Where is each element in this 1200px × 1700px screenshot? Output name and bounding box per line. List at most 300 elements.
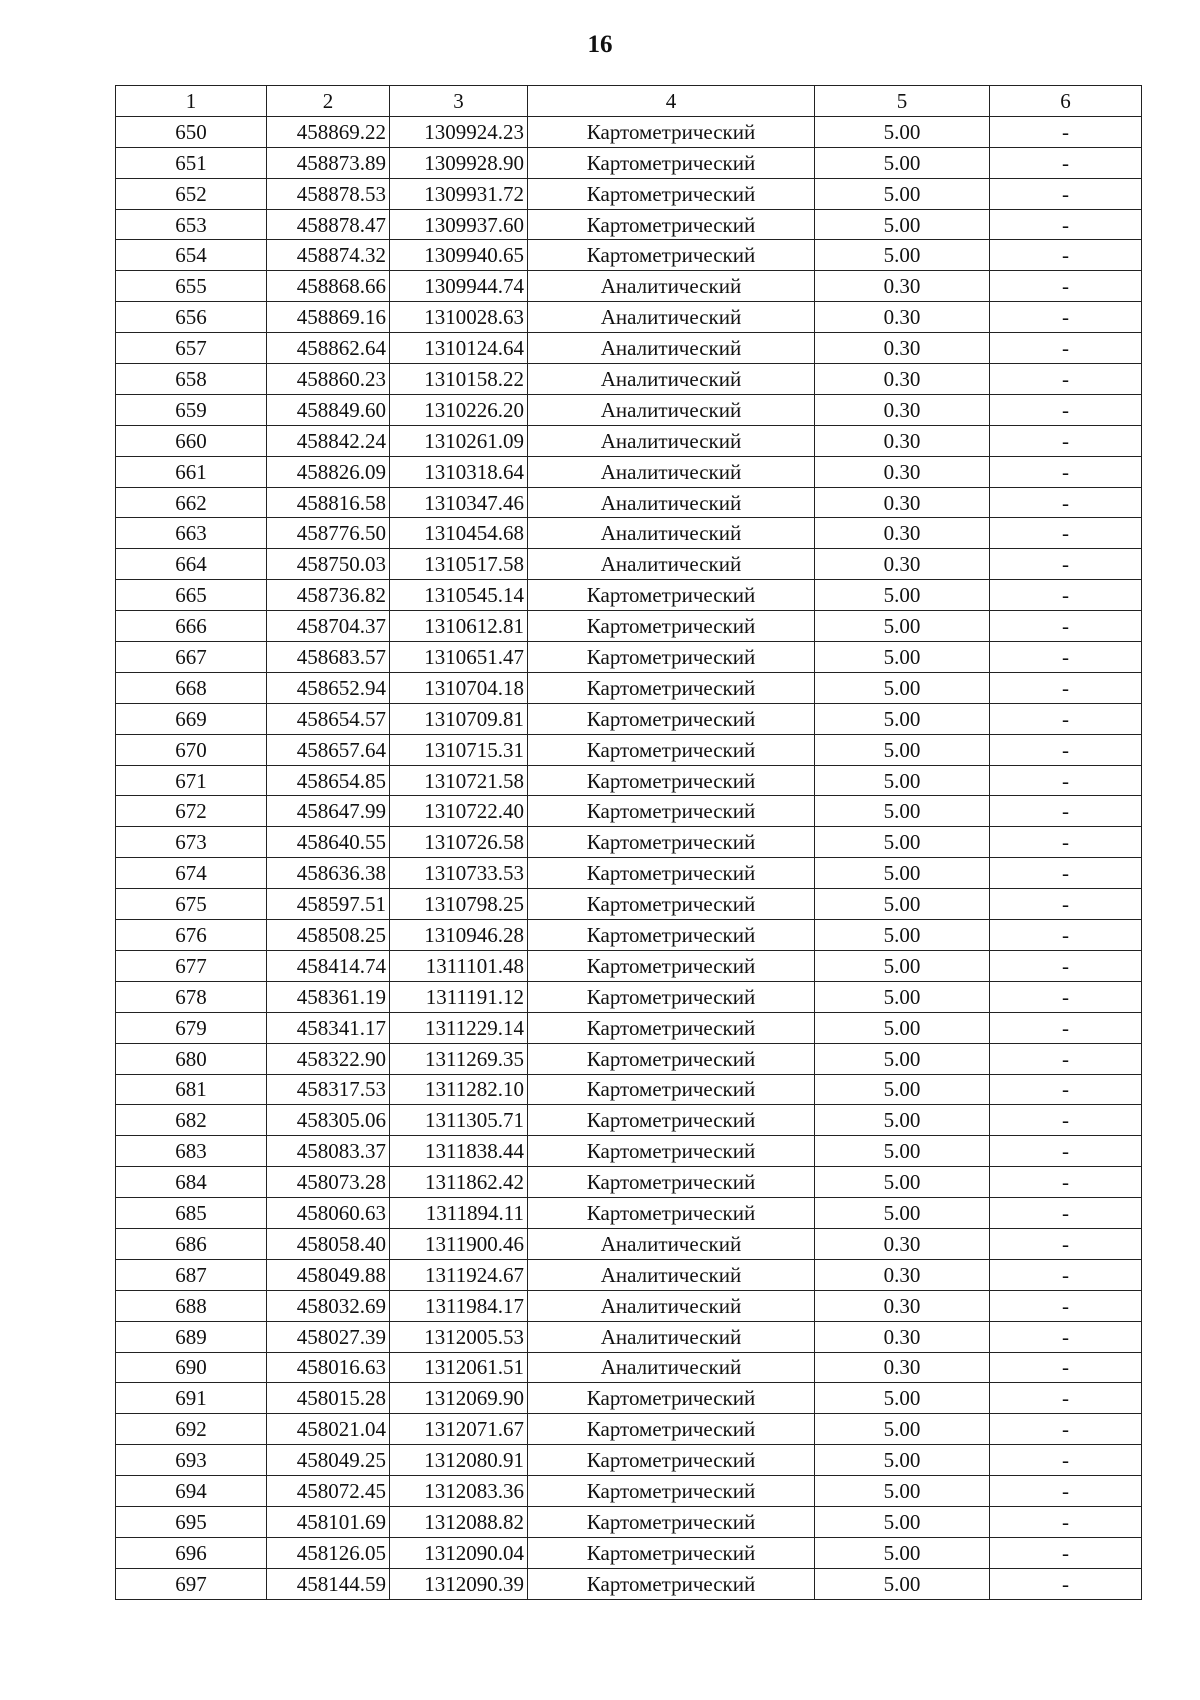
x-coordinate-cell: 458704.37	[267, 611, 390, 642]
note-cell: -	[990, 333, 1142, 364]
note-cell: -	[990, 642, 1142, 673]
x-coordinate-cell: 458305.06	[267, 1105, 390, 1136]
y-coordinate-cell: 1311924.67	[390, 1259, 528, 1290]
method-cell: Картометрический	[528, 1012, 815, 1043]
method-cell: Картометрический	[528, 611, 815, 642]
table-row	[116, 889, 1142, 920]
point-number-cell: 688	[116, 1290, 267, 1321]
table-row	[116, 580, 1142, 611]
x-coordinate-cell: 458849.60	[267, 394, 390, 425]
table-row	[116, 1043, 1142, 1074]
table-row	[116, 1259, 1142, 1290]
accuracy-cell: 0.30	[815, 333, 990, 364]
accuracy-cell: 5.00	[815, 240, 990, 271]
note-cell: -	[990, 549, 1142, 580]
accuracy-cell: 0.30	[815, 1352, 990, 1383]
accuracy-cell: 5.00	[815, 889, 990, 920]
point-number-cell: 664	[116, 549, 267, 580]
x-coordinate-cell: 458869.16	[267, 302, 390, 333]
x-coordinate-cell: 458842.24	[267, 425, 390, 456]
note-cell: -	[990, 981, 1142, 1012]
accuracy-cell: 5.00	[815, 1198, 990, 1229]
x-coordinate-cell: 458073.28	[267, 1167, 390, 1198]
method-cell: Картометрический	[528, 950, 815, 981]
table-row	[116, 1228, 1142, 1259]
y-coordinate-cell: 1310028.63	[390, 302, 528, 333]
header-col-3: 3	[390, 86, 528, 117]
y-coordinate-cell: 1310226.20	[390, 394, 528, 425]
accuracy-cell: 5.00	[815, 827, 990, 858]
point-number-cell: 654	[116, 240, 267, 271]
y-coordinate-cell: 1310709.81	[390, 703, 528, 734]
note-cell: -	[990, 116, 1142, 147]
method-cell: Картометрический	[528, 1476, 815, 1507]
method-cell: Картометрический	[528, 1043, 815, 1074]
point-number-cell: 650	[116, 116, 267, 147]
table-row	[116, 1321, 1142, 1352]
point-number-cell: 661	[116, 456, 267, 487]
note-cell: -	[990, 1136, 1142, 1167]
y-coordinate-cell: 1310158.22	[390, 364, 528, 395]
method-cell: Аналитический	[528, 364, 815, 395]
table-row	[116, 827, 1142, 858]
table-row	[116, 734, 1142, 765]
x-coordinate-cell: 458869.22	[267, 116, 390, 147]
method-cell: Аналитический	[528, 1321, 815, 1352]
x-coordinate-cell: 458868.66	[267, 271, 390, 302]
point-number-cell: 673	[116, 827, 267, 858]
y-coordinate-cell: 1310722.40	[390, 796, 528, 827]
method-cell: Аналитический	[528, 333, 815, 364]
method-cell: Аналитический	[528, 394, 815, 425]
method-cell: Картометрический	[528, 1105, 815, 1136]
x-coordinate-cell: 458652.94	[267, 672, 390, 703]
accuracy-cell: 5.00	[815, 116, 990, 147]
table-row	[116, 271, 1142, 302]
x-coordinate-cell: 458317.53	[267, 1074, 390, 1105]
point-number-cell: 666	[116, 611, 267, 642]
table-row	[116, 364, 1142, 395]
accuracy-cell: 5.00	[815, 1167, 990, 1198]
note-cell: -	[990, 487, 1142, 518]
accuracy-cell: 5.00	[815, 1445, 990, 1476]
method-cell: Картометрический	[528, 1506, 815, 1537]
accuracy-cell: 5.00	[815, 642, 990, 673]
point-number-cell: 677	[116, 950, 267, 981]
point-number-cell: 656	[116, 302, 267, 333]
accuracy-cell: 5.00	[815, 1476, 990, 1507]
method-cell: Картометрический	[528, 1167, 815, 1198]
point-number-cell: 694	[116, 1476, 267, 1507]
accuracy-cell: 5.00	[815, 147, 990, 178]
method-cell: Картометрический	[528, 734, 815, 765]
accuracy-cell: 5.00	[815, 178, 990, 209]
accuracy-cell: 5.00	[815, 209, 990, 240]
y-coordinate-cell: 1310517.58	[390, 549, 528, 580]
point-number-cell: 658	[116, 364, 267, 395]
note-cell: -	[990, 920, 1142, 951]
method-cell: Аналитический	[528, 518, 815, 549]
table-row	[116, 1136, 1142, 1167]
x-coordinate-cell: 458144.59	[267, 1568, 390, 1599]
table-row	[116, 487, 1142, 518]
table-row	[116, 147, 1142, 178]
x-coordinate-cell: 458032.69	[267, 1290, 390, 1321]
y-coordinate-cell: 1311101.48	[390, 950, 528, 981]
y-coordinate-cell: 1312061.51	[390, 1352, 528, 1383]
method-cell: Картометрический	[528, 796, 815, 827]
y-coordinate-cell: 1310946.28	[390, 920, 528, 951]
table-row	[116, 333, 1142, 364]
table-row	[116, 302, 1142, 333]
x-coordinate-cell: 458776.50	[267, 518, 390, 549]
x-coordinate-cell: 458750.03	[267, 549, 390, 580]
method-cell: Картометрический	[528, 1198, 815, 1229]
y-coordinate-cell: 1310261.09	[390, 425, 528, 456]
x-coordinate-cell: 458878.47	[267, 209, 390, 240]
table-body	[116, 116, 1142, 1599]
accuracy-cell: 0.30	[815, 394, 990, 425]
point-number-cell: 667	[116, 642, 267, 673]
note-cell: -	[990, 425, 1142, 456]
method-cell: Картометрический	[528, 116, 815, 147]
note-cell: -	[990, 889, 1142, 920]
point-number-cell: 681	[116, 1074, 267, 1105]
y-coordinate-cell: 1312088.82	[390, 1506, 528, 1537]
x-coordinate-cell: 458083.37	[267, 1136, 390, 1167]
y-coordinate-cell: 1311229.14	[390, 1012, 528, 1043]
method-cell: Картометрический	[528, 827, 815, 858]
method-cell: Картометрический	[528, 1537, 815, 1568]
note-cell: -	[990, 1383, 1142, 1414]
accuracy-cell: 5.00	[815, 950, 990, 981]
y-coordinate-cell: 1310318.64	[390, 456, 528, 487]
y-coordinate-cell: 1311305.71	[390, 1105, 528, 1136]
point-number-cell: 660	[116, 425, 267, 456]
accuracy-cell: 5.00	[815, 981, 990, 1012]
table-row	[116, 765, 1142, 796]
point-number-cell: 662	[116, 487, 267, 518]
point-number-cell: 684	[116, 1167, 267, 1198]
accuracy-cell: 5.00	[815, 1414, 990, 1445]
method-cell: Картометрический	[528, 703, 815, 734]
note-cell: -	[990, 1537, 1142, 1568]
method-cell: Картометрический	[528, 240, 815, 271]
accuracy-cell: 0.30	[815, 487, 990, 518]
x-coordinate-cell: 458736.82	[267, 580, 390, 611]
y-coordinate-cell: 1310347.46	[390, 487, 528, 518]
table-row	[116, 1105, 1142, 1136]
accuracy-cell: 5.00	[815, 580, 990, 611]
note-cell: -	[990, 364, 1142, 395]
x-coordinate-cell: 458414.74	[267, 950, 390, 981]
y-coordinate-cell: 1310545.14	[390, 580, 528, 611]
note-cell: -	[990, 858, 1142, 889]
note-cell: -	[990, 209, 1142, 240]
y-coordinate-cell: 1312005.53	[390, 1321, 528, 1352]
x-coordinate-cell: 458126.05	[267, 1537, 390, 1568]
note-cell: -	[990, 611, 1142, 642]
accuracy-cell: 5.00	[815, 796, 990, 827]
coordinates-table	[115, 85, 1142, 1600]
y-coordinate-cell: 1310798.25	[390, 889, 528, 920]
method-cell: Аналитический	[528, 1352, 815, 1383]
x-coordinate-cell: 458636.38	[267, 858, 390, 889]
y-coordinate-cell: 1312090.04	[390, 1537, 528, 1568]
table-row	[116, 1012, 1142, 1043]
method-cell: Картометрический	[528, 1074, 815, 1105]
table-row	[116, 1383, 1142, 1414]
table-row	[116, 1568, 1142, 1599]
point-number-cell: 657	[116, 333, 267, 364]
point-number-cell: 689	[116, 1321, 267, 1352]
note-cell: -	[990, 827, 1142, 858]
point-number-cell: 675	[116, 889, 267, 920]
accuracy-cell: 5.00	[815, 1537, 990, 1568]
point-number-cell: 687	[116, 1259, 267, 1290]
x-coordinate-cell: 458826.09	[267, 456, 390, 487]
method-cell: Аналитический	[528, 549, 815, 580]
y-coordinate-cell: 1312071.67	[390, 1414, 528, 1445]
y-coordinate-cell: 1311269.35	[390, 1043, 528, 1074]
table-row	[116, 1290, 1142, 1321]
table-row	[116, 518, 1142, 549]
table-row	[116, 178, 1142, 209]
note-cell: -	[990, 734, 1142, 765]
x-coordinate-cell: 458072.45	[267, 1476, 390, 1507]
table-row	[116, 796, 1142, 827]
point-number-cell: 686	[116, 1228, 267, 1259]
note-cell: -	[990, 1445, 1142, 1476]
method-cell: Аналитический	[528, 456, 815, 487]
x-coordinate-cell: 458058.40	[267, 1228, 390, 1259]
accuracy-cell: 5.00	[815, 765, 990, 796]
table-row	[116, 950, 1142, 981]
table-row	[116, 425, 1142, 456]
accuracy-cell: 5.00	[815, 858, 990, 889]
y-coordinate-cell: 1310715.31	[390, 734, 528, 765]
method-cell: Картометрический	[528, 1568, 815, 1599]
note-cell: -	[990, 456, 1142, 487]
x-coordinate-cell: 458015.28	[267, 1383, 390, 1414]
accuracy-cell: 0.30	[815, 1228, 990, 1259]
x-coordinate-cell: 458027.39	[267, 1321, 390, 1352]
method-cell: Аналитический	[528, 271, 815, 302]
header-col-1: 1	[116, 86, 267, 117]
y-coordinate-cell: 1311282.10	[390, 1074, 528, 1105]
point-number-cell: 679	[116, 1012, 267, 1043]
accuracy-cell: 5.00	[815, 703, 990, 734]
x-coordinate-cell: 458640.55	[267, 827, 390, 858]
method-cell: Картометрический	[528, 1383, 815, 1414]
x-coordinate-cell: 458878.53	[267, 178, 390, 209]
note-cell: -	[990, 1105, 1142, 1136]
x-coordinate-cell: 458654.57	[267, 703, 390, 734]
table-row	[116, 1352, 1142, 1383]
x-coordinate-cell: 458060.63	[267, 1198, 390, 1229]
table-row	[116, 1476, 1142, 1507]
accuracy-cell: 5.00	[815, 1043, 990, 1074]
accuracy-cell: 5.00	[815, 1012, 990, 1043]
point-number-cell: 678	[116, 981, 267, 1012]
point-number-cell: 653	[116, 209, 267, 240]
x-coordinate-cell: 458341.17	[267, 1012, 390, 1043]
note-cell: -	[990, 1228, 1142, 1259]
y-coordinate-cell: 1309940.65	[390, 240, 528, 271]
y-coordinate-cell: 1310124.64	[390, 333, 528, 364]
table-row	[116, 1537, 1142, 1568]
table-row	[116, 1198, 1142, 1229]
note-cell: -	[990, 765, 1142, 796]
y-coordinate-cell: 1310651.47	[390, 642, 528, 673]
accuracy-cell: 5.00	[815, 1105, 990, 1136]
y-coordinate-cell: 1310721.58	[390, 765, 528, 796]
table-row	[116, 209, 1142, 240]
method-cell: Картометрический	[528, 1136, 815, 1167]
point-number-cell: 669	[116, 703, 267, 734]
point-number-cell: 683	[116, 1136, 267, 1167]
point-number-cell: 652	[116, 178, 267, 209]
note-cell: -	[990, 672, 1142, 703]
note-cell: -	[990, 1074, 1142, 1105]
y-coordinate-cell: 1311838.44	[390, 1136, 528, 1167]
method-cell: Картометрический	[528, 981, 815, 1012]
method-cell: Аналитический	[528, 1228, 815, 1259]
accuracy-cell: 0.30	[815, 456, 990, 487]
method-cell: Картометрический	[528, 642, 815, 673]
x-coordinate-cell: 458874.32	[267, 240, 390, 271]
x-coordinate-cell: 458322.90	[267, 1043, 390, 1074]
x-coordinate-cell: 458657.64	[267, 734, 390, 765]
method-cell: Картометрический	[528, 858, 815, 889]
table-row	[116, 549, 1142, 580]
note-cell: -	[990, 240, 1142, 271]
method-cell: Картометрический	[528, 920, 815, 951]
y-coordinate-cell: 1310704.18	[390, 672, 528, 703]
method-cell: Картометрический	[528, 209, 815, 240]
point-number-cell: 691	[116, 1383, 267, 1414]
x-coordinate-cell: 458873.89	[267, 147, 390, 178]
note-cell: -	[990, 302, 1142, 333]
table-row	[116, 1414, 1142, 1445]
table-row	[116, 858, 1142, 889]
accuracy-cell: 0.30	[815, 1321, 990, 1352]
point-number-cell: 696	[116, 1537, 267, 1568]
point-number-cell: 659	[116, 394, 267, 425]
header-col-2: 2	[267, 86, 390, 117]
method-cell: Аналитический	[528, 1259, 815, 1290]
x-coordinate-cell: 458049.25	[267, 1445, 390, 1476]
point-number-cell: 690	[116, 1352, 267, 1383]
x-coordinate-cell: 458597.51	[267, 889, 390, 920]
point-number-cell: 695	[116, 1506, 267, 1537]
table-row	[116, 611, 1142, 642]
method-cell: Картометрический	[528, 147, 815, 178]
accuracy-cell: 5.00	[815, 1506, 990, 1537]
y-coordinate-cell: 1310612.81	[390, 611, 528, 642]
note-cell: -	[990, 1012, 1142, 1043]
accuracy-cell: 0.30	[815, 302, 990, 333]
table-row	[116, 703, 1142, 734]
note-cell: -	[990, 271, 1142, 302]
accuracy-cell: 0.30	[815, 549, 990, 580]
table-row	[116, 672, 1142, 703]
point-number-cell: 655	[116, 271, 267, 302]
accuracy-cell: 5.00	[815, 1074, 990, 1105]
table-row	[116, 1074, 1142, 1105]
y-coordinate-cell: 1311862.42	[390, 1167, 528, 1198]
y-coordinate-cell: 1309928.90	[390, 147, 528, 178]
x-coordinate-cell: 458816.58	[267, 487, 390, 518]
method-cell: Аналитический	[528, 487, 815, 518]
accuracy-cell: 5.00	[815, 1383, 990, 1414]
y-coordinate-cell: 1312083.36	[390, 1476, 528, 1507]
header-col-4: 4	[528, 86, 815, 117]
table-row	[116, 981, 1142, 1012]
accuracy-cell: 0.30	[815, 364, 990, 395]
note-cell: -	[990, 1321, 1142, 1352]
note-cell: -	[990, 1352, 1142, 1383]
note-cell: -	[990, 1259, 1142, 1290]
y-coordinate-cell: 1310726.58	[390, 827, 528, 858]
x-coordinate-cell: 458683.57	[267, 642, 390, 673]
note-cell: -	[990, 1414, 1142, 1445]
y-coordinate-cell: 1312080.91	[390, 1445, 528, 1476]
method-cell: Картометрический	[528, 1445, 815, 1476]
note-cell: -	[990, 1198, 1142, 1229]
method-cell: Аналитический	[528, 425, 815, 456]
accuracy-cell: 5.00	[815, 734, 990, 765]
method-cell: Аналитический	[528, 302, 815, 333]
note-cell: -	[990, 703, 1142, 734]
point-number-cell: 665	[116, 580, 267, 611]
x-coordinate-cell: 458361.19	[267, 981, 390, 1012]
method-cell: Картометрический	[528, 765, 815, 796]
x-coordinate-cell: 458862.64	[267, 333, 390, 364]
note-cell: -	[990, 950, 1142, 981]
point-number-cell: 692	[116, 1414, 267, 1445]
note-cell: -	[990, 394, 1142, 425]
accuracy-cell: 5.00	[815, 611, 990, 642]
note-cell: -	[990, 178, 1142, 209]
method-cell: Картометрический	[528, 1414, 815, 1445]
point-number-cell: 693	[116, 1445, 267, 1476]
y-coordinate-cell: 1309944.74	[390, 271, 528, 302]
table-row	[116, 116, 1142, 147]
note-cell: -	[990, 518, 1142, 549]
method-cell: Картометрический	[528, 672, 815, 703]
accuracy-cell: 0.30	[815, 1290, 990, 1321]
point-number-cell: 682	[116, 1105, 267, 1136]
method-cell: Аналитический	[528, 1290, 815, 1321]
accuracy-cell: 5.00	[815, 1568, 990, 1599]
y-coordinate-cell: 1311894.11	[390, 1198, 528, 1229]
y-coordinate-cell: 1310454.68	[390, 518, 528, 549]
point-number-cell: 674	[116, 858, 267, 889]
y-coordinate-cell: 1312069.90	[390, 1383, 528, 1414]
table-header-row	[116, 86, 1142, 117]
table-row	[116, 240, 1142, 271]
header-col-5: 5	[815, 86, 990, 117]
table-row	[116, 1506, 1142, 1537]
x-coordinate-cell: 458101.69	[267, 1506, 390, 1537]
point-number-cell: 697	[116, 1568, 267, 1599]
y-coordinate-cell: 1310733.53	[390, 858, 528, 889]
point-number-cell: 671	[116, 765, 267, 796]
point-number-cell: 668	[116, 672, 267, 703]
method-cell: Картометрический	[528, 889, 815, 920]
accuracy-cell: 5.00	[815, 1136, 990, 1167]
